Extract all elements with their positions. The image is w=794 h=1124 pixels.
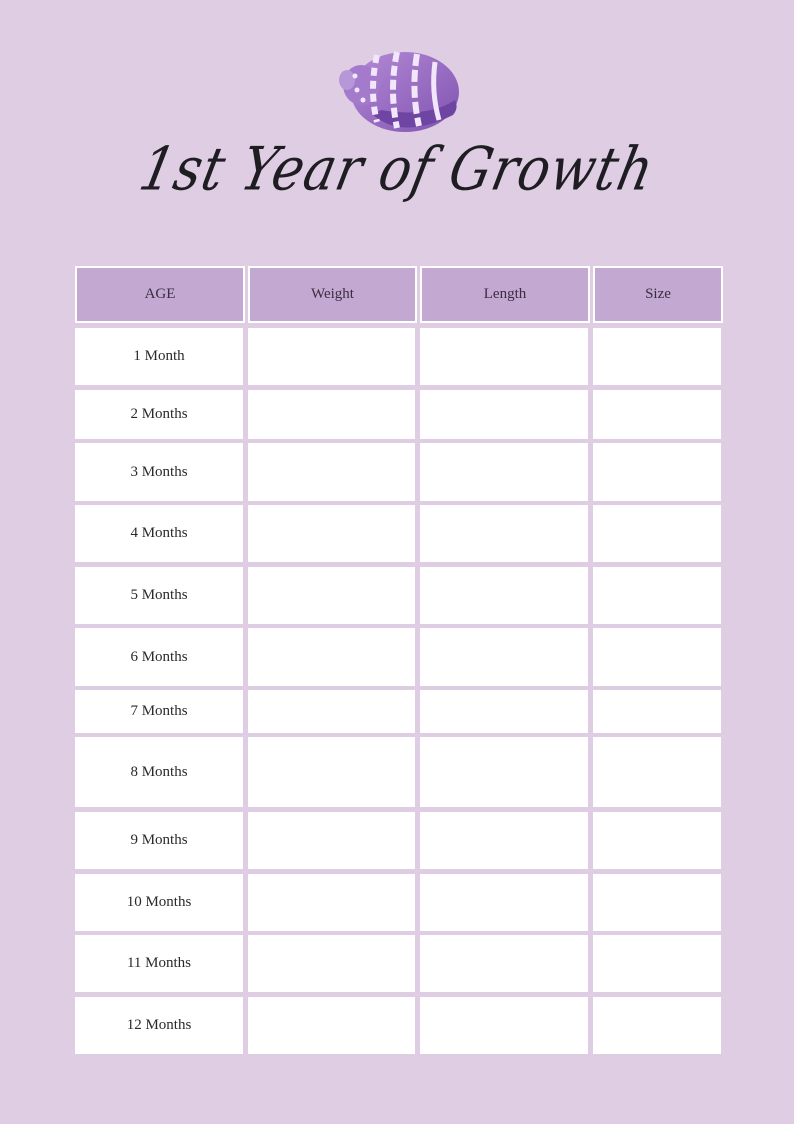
- row-label: 11 Months: [75, 935, 243, 992]
- column-header-weight: Weight: [248, 266, 417, 323]
- row-label: 12 Months: [75, 997, 243, 1054]
- entry-cell-weight[interactable]: [248, 935, 415, 992]
- entry-cell-length[interactable]: [420, 690, 588, 733]
- entry-cell-length[interactable]: [420, 505, 588, 562]
- entry-cell-size[interactable]: [593, 874, 721, 931]
- entry-cell-length[interactable]: [420, 812, 588, 869]
- row-label: 1 Month: [75, 328, 243, 385]
- entry-cell-weight[interactable]: [248, 737, 415, 807]
- entry-cell-length[interactable]: [420, 874, 588, 931]
- row-label: 5 Months: [75, 567, 243, 624]
- entry-cell-weight[interactable]: [248, 328, 415, 385]
- entry-cell-size[interactable]: [593, 505, 721, 562]
- entry-cell-size[interactable]: [593, 812, 721, 869]
- row-label: 4 Months: [75, 505, 243, 562]
- entry-cell-size[interactable]: [593, 737, 721, 807]
- entry-cell-length[interactable]: [420, 737, 588, 807]
- entry-cell-length[interactable]: [420, 935, 588, 992]
- entry-cell-size[interactable]: [593, 390, 721, 439]
- entry-cell-weight[interactable]: [248, 690, 415, 733]
- row-label: 3 Months: [75, 443, 243, 501]
- entry-cell-length[interactable]: [420, 567, 588, 624]
- entry-cell-length[interactable]: [420, 328, 588, 385]
- entry-cell-size[interactable]: [593, 997, 721, 1054]
- row-label: 6 Months: [75, 628, 243, 686]
- entry-cell-length[interactable]: [420, 443, 588, 501]
- page-title: 1st Year of Growth: [133, 135, 661, 205]
- entry-cell-weight[interactable]: [248, 874, 415, 931]
- entry-cell-size[interactable]: [593, 628, 721, 686]
- column-header-length: Length: [420, 266, 590, 323]
- entry-cell-weight[interactable]: [248, 628, 415, 686]
- entry-cell-weight[interactable]: [248, 443, 415, 501]
- entry-cell-length[interactable]: [420, 390, 588, 439]
- entry-cell-size[interactable]: [593, 690, 721, 733]
- entry-cell-weight[interactable]: [248, 390, 415, 439]
- entry-cell-weight[interactable]: [248, 505, 415, 562]
- entry-cell-weight[interactable]: [248, 812, 415, 869]
- row-label: 2 Months: [75, 390, 243, 439]
- entry-cell-size[interactable]: [593, 328, 721, 385]
- entry-cell-weight[interactable]: [248, 567, 415, 624]
- entry-cell-size[interactable]: [593, 443, 721, 501]
- entry-cell-length[interactable]: [420, 997, 588, 1054]
- entry-cell-size[interactable]: [593, 567, 721, 624]
- row-label: 7 Months: [75, 690, 243, 733]
- column-header-size: Size: [593, 266, 723, 323]
- row-label: 9 Months: [75, 812, 243, 869]
- entry-cell-weight[interactable]: [248, 997, 415, 1054]
- row-label: 10 Months: [75, 874, 243, 931]
- row-label: 8 Months: [75, 737, 243, 807]
- entry-cell-length[interactable]: [420, 628, 588, 686]
- entry-cell-size[interactable]: [593, 935, 721, 992]
- seashell-icon: [333, 40, 463, 140]
- column-header-age: AGE: [75, 266, 245, 323]
